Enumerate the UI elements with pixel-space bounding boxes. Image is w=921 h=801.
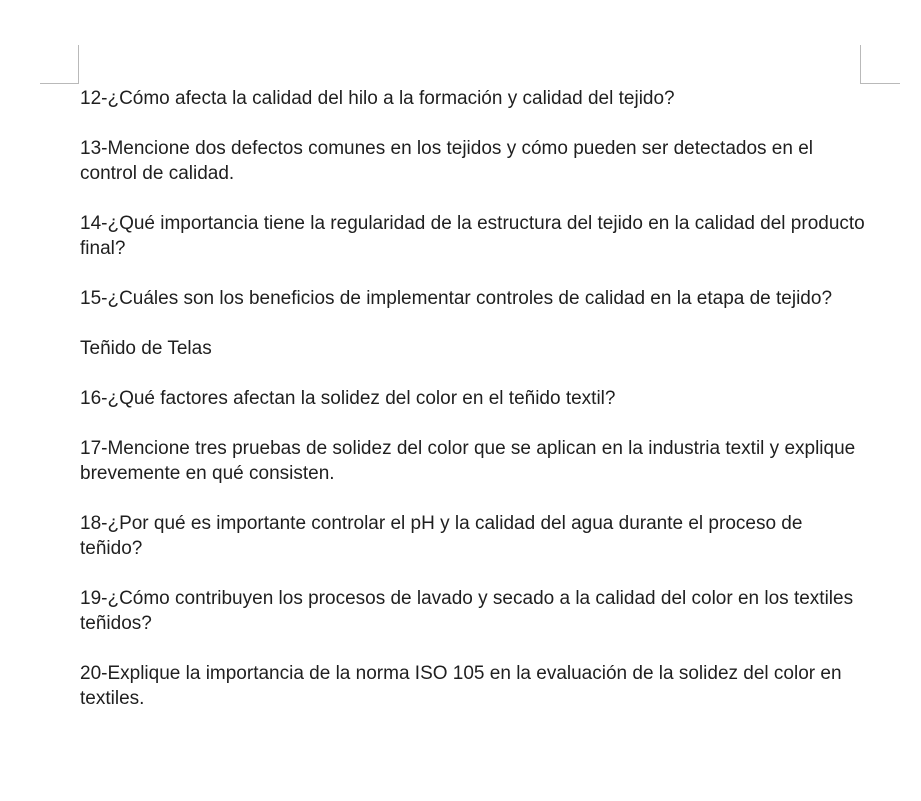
question-18: 18-¿Por qué es importante controlar el pH y la calidad del agua durante el proceso de teñido? [80,513,803,559]
question-15: 15-¿Cuáles son los beneficios de implementar controles de calidad en la etapa de tejido? [80,288,833,309]
question-12: 12-¿Cómo afecta la calidad del hilo a la formación y calidad del tejido? [80,88,675,109]
document-body[interactable] [80,86,865,711]
question-19: 19-¿Cómo contribuyen los procesos de lavado y secado a la calidad del color en los textiles teñidos? [80,588,854,634]
question-16: 16-¿Qué factores afectan la solidez del color en el teñido textil? [80,388,616,409]
margin-mark-top-right-vertical [860,45,861,84]
margin-mark-top-left-horizontal [40,83,79,84]
question-17: 17-Mencione tres pruebas de solidez del color que se aplican en la industria textil y explique brevemente en qué consisten. [80,438,856,484]
question-20: 20-Explique la importancia de la norma ISO 105 en la evaluación de la solidez del color en textiles. [80,663,842,709]
margin-mark-top-right-horizontal [860,83,900,84]
question-13: 13-Mencione dos defectos comunes en los tejidos y cómo pueden ser detectados en el control de calidad. [80,138,814,184]
question-14: 14-¿Qué importancia tiene la regularidad de la estructura del tejido en la calidad del producto final? [80,213,865,259]
margin-mark-top-left-vertical [78,45,79,84]
section-heading-tenido-de-telas: Teñido de Telas [80,338,212,359]
